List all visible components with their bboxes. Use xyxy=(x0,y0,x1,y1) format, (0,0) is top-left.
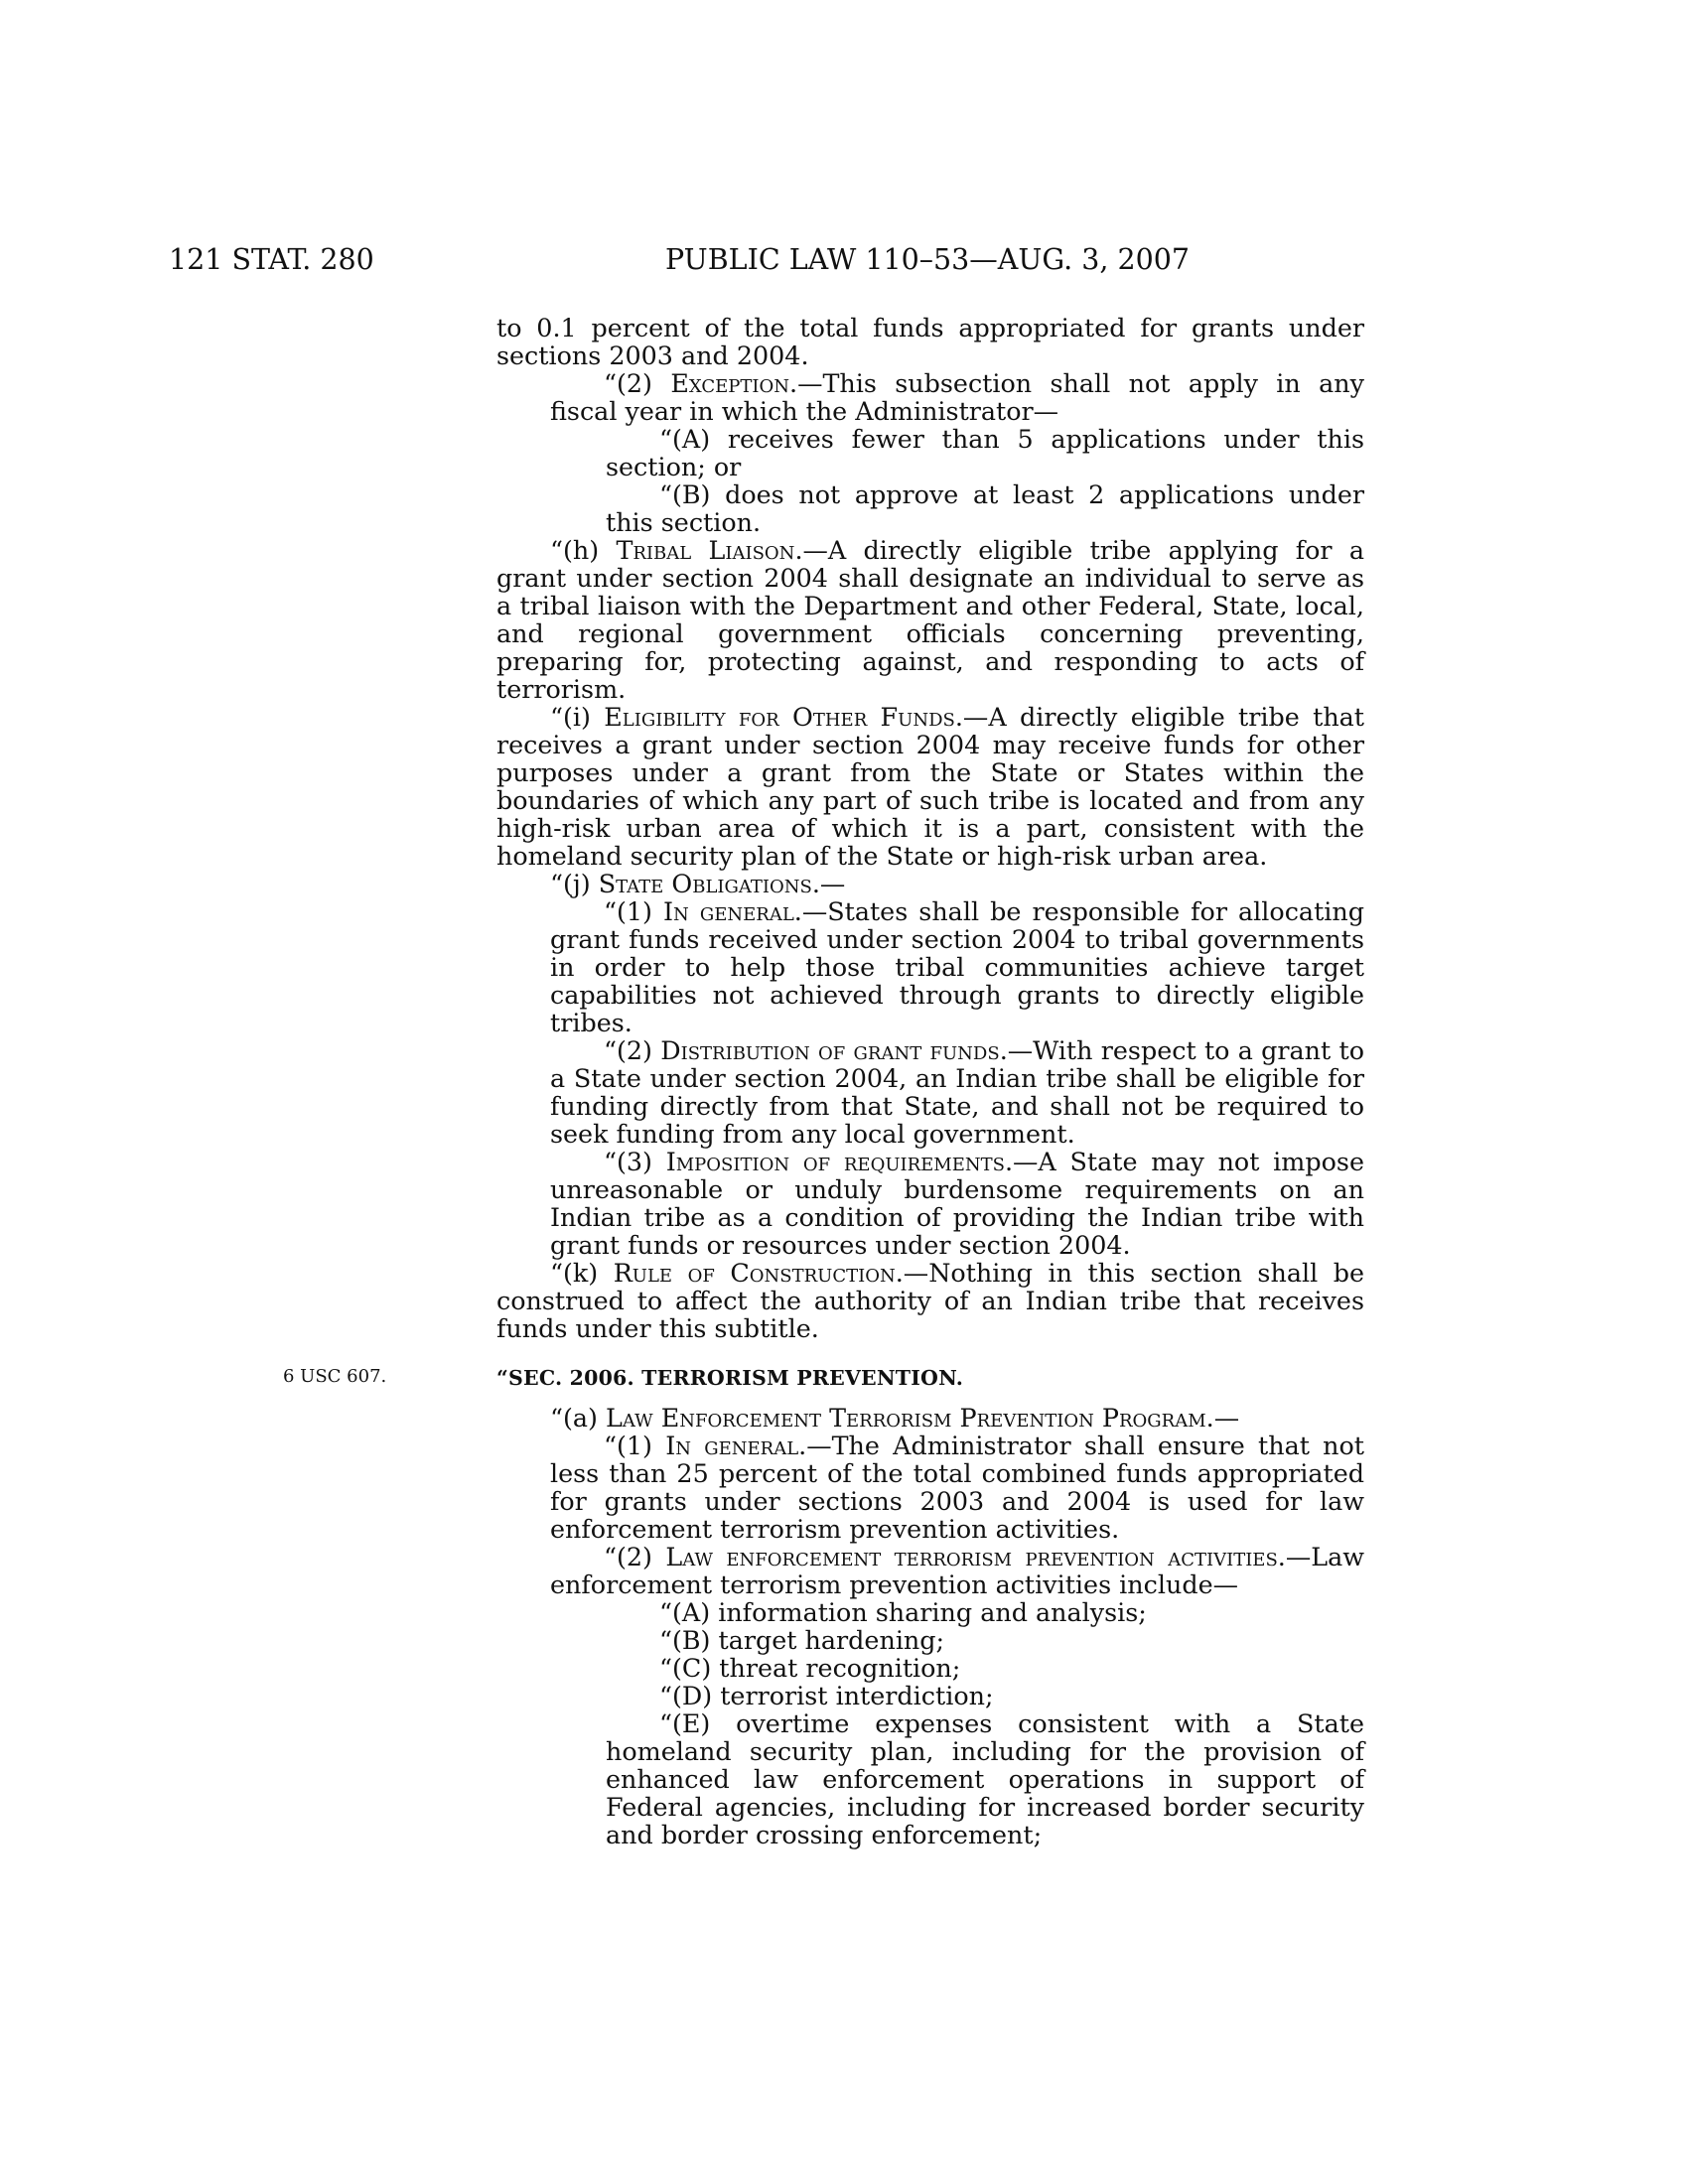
statute-paragraph xyxy=(496,897,1364,1036)
statute-body xyxy=(496,314,1364,1848)
statute-paragraph xyxy=(496,703,1364,870)
page-number-header: 121 STAT. 280 xyxy=(169,243,374,276)
statute-paragraph xyxy=(496,1709,1364,1848)
statute-paragraph xyxy=(496,536,1364,703)
statute-paragraph xyxy=(496,480,1364,536)
statute-paragraph xyxy=(496,425,1364,480)
statute-paragraph xyxy=(496,1036,1364,1148)
statute-paragraph xyxy=(496,369,1364,425)
paragraph-text: .—Nothing in this section shall be construed to affect the authority of an Indian tribe that receives funds under this subtitle. xyxy=(496,1258,1364,1343)
statute-paragraph xyxy=(496,1432,1364,1543)
paragraph-designator: “(2) xyxy=(604,1035,661,1065)
paragraph-heading: Exception xyxy=(670,368,789,398)
section-heading: “SEC. 2006. TERRORISM PREVENTION. xyxy=(496,1366,964,1390)
paragraph-text: “(E) overtime expenses consistent with a State homeland security plan, including for the provision of enhanced law enforcement operations in support of Federal agencies, including for increased border security and border crossing enforcement; xyxy=(606,1708,1364,1849)
statute-paragraph xyxy=(496,1404,1364,1432)
paragraph-text: “(D) terrorist interdiction; xyxy=(659,1681,994,1710)
paragraph-heading: Law Enforcement Terrorism Prevention Program xyxy=(606,1403,1206,1433)
paragraph-text: “(A) information sharing and analysis; xyxy=(659,1597,1147,1627)
statute-paragraph xyxy=(496,1654,1364,1682)
paragraph-designator: “(2) xyxy=(604,1542,666,1571)
paragraph-heading: State Obligations xyxy=(598,869,812,898)
paragraph-heading: Law enforcement terrorism prevention activities xyxy=(665,1542,1278,1571)
paragraph-text: .—A State may not impose unreasonable or unduly burdensome requirements on an Indian tribe as a condition of providing the Indian tribe with grant funds or resources under section 2004. xyxy=(550,1147,1364,1260)
statute-paragraph xyxy=(496,314,1364,369)
paragraph-text: .—With respect to a grant to a State under section 2004, an Indian tribe shall be eligible for funding directly from that State, and shall not be required to seek funding from any local government. xyxy=(550,1035,1364,1149)
paragraph-text: .— xyxy=(811,869,846,898)
running-header: PUBLIC LAW 110–53—AUG. 3, 2007 xyxy=(665,243,1191,276)
statute-paragraph xyxy=(496,1543,1364,1598)
paragraph-designator: “(a) xyxy=(550,1403,607,1433)
paragraph-text: .—Law enforcement terrorism prevention activities include— xyxy=(550,1542,1364,1599)
paragraph-text: .—The Administrator shall ensure that not less than 25 percent of the total combined funds appropriated for grants under sections 2003 and 2004 is used for law enforcement terrorism prevention activities. xyxy=(550,1431,1365,1544)
statute-paragraph xyxy=(496,870,1364,897)
paragraph-designator: “(1) xyxy=(604,1431,666,1460)
paragraph-text: “(B) target hardening; xyxy=(659,1625,945,1655)
paragraph-designator: “(j) xyxy=(550,869,599,898)
paragraph-text: .—A directly eligible tribe applying for a grant under section 2004 shall designate an individual to serve as a tribal liaison with the Department and other Federal, State, local, and regional government officials concerning preventing, preparing for, protecting against, and responding to acts of terrorism. xyxy=(496,535,1364,704)
statute-paragraph xyxy=(496,1259,1364,1342)
paragraph-text: .—A directly eligible tribe that receives a grant under section 2004 may receive funds for other purposes under a grant from the State or States within the boundaries of which any part of such tribe is located and from any high-risk urban area of which it is a part, consistent with the homeland security plan of the State or high-risk urban area. xyxy=(496,702,1365,871)
paragraph-designator: “(3) xyxy=(604,1147,666,1176)
paragraph-text: .—This subsection shall not apply in any fiscal year in which the Administrator— xyxy=(550,368,1364,426)
paragraph-heading: Eligibility for Other Funds xyxy=(604,702,955,732)
paragraph-heading: Tribal Liaison xyxy=(616,535,795,565)
paragraph-text: .—States shall be responsible for allocating grant funds received under section 2004 to tribal governments in order to help those tribal communities achieve target capabilities not achieved through grants to directly eligible tribes. xyxy=(550,896,1365,1037)
paragraph-text: to 0.1 percent of the total funds appropriated for grants under sections 2003 and 2004. xyxy=(496,313,1364,370)
paragraph-heading: Rule of Construction xyxy=(613,1258,896,1288)
paragraph-designator: “(i) xyxy=(550,702,605,732)
paragraph-designator: “(k) xyxy=(550,1258,614,1288)
paragraph-heading: Imposition of requirements xyxy=(665,1147,1005,1176)
paragraph-text: “(A) receives fewer than 5 applications under this section; or xyxy=(606,424,1364,481)
statute-paragraph xyxy=(496,1682,1364,1709)
paragraph-heading: In general xyxy=(663,896,794,926)
paragraph-heading: In general xyxy=(665,1431,799,1460)
paragraph-designator: “(1) xyxy=(604,896,664,926)
paragraph-text: “(B) does not approve at least 2 applications under this section. xyxy=(606,479,1364,537)
paragraph-designator: “(2) xyxy=(604,368,671,398)
statute-paragraph xyxy=(496,1626,1364,1654)
usc-margin-note: 6 USC 607. xyxy=(283,1366,387,1387)
paragraph-text: .— xyxy=(1205,1403,1240,1433)
paragraph-heading: Distribution of grant funds xyxy=(660,1035,1000,1065)
paragraph-text: “(C) threat recognition; xyxy=(659,1653,961,1683)
statute-paragraph xyxy=(496,1148,1364,1259)
paragraph-designator: “(h) xyxy=(550,535,617,565)
statute-paragraph xyxy=(496,1598,1364,1626)
